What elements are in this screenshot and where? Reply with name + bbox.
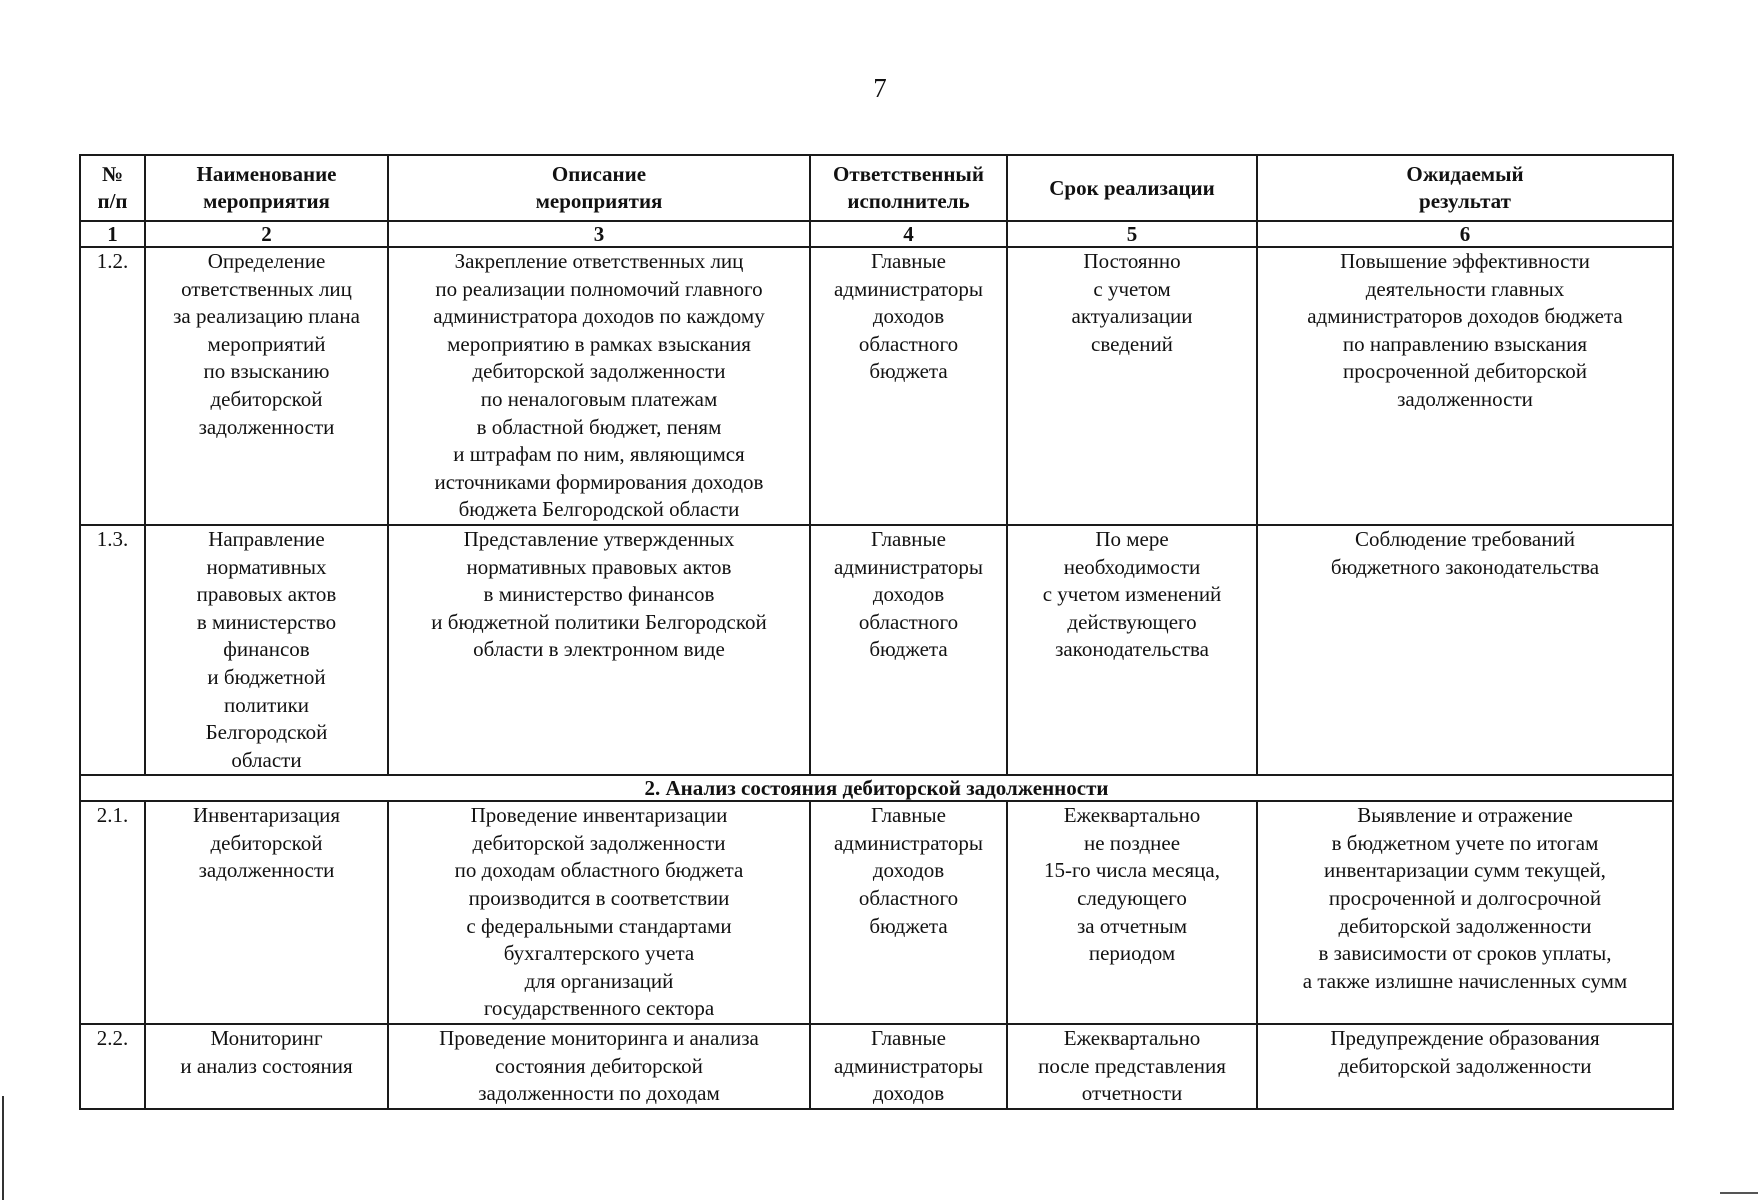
row-name: Определение ответственных лиц за реализацию плана мероприятий по взысканию дебиторской задолженности (145, 247, 388, 525)
row-executor: Главные администраторы доходов областного бюджета (810, 247, 1007, 525)
row-result: Соблюдение требований бюджетного законодательства (1257, 525, 1673, 775)
row-executor: Главные администраторы доходов областного бюджета (810, 525, 1007, 775)
section-title: 2. Анализ состояния дебиторской задолженности (80, 775, 1673, 801)
header-executor: Ответственный исполнитель (810, 155, 1007, 221)
page-number: 7 (873, 73, 887, 103)
column-number: 2 (145, 221, 388, 247)
table-row (80, 801, 1673, 1024)
header-name: Наименование мероприятия (145, 155, 388, 221)
column-number: 4 (810, 221, 1007, 247)
row-deadline: Ежеквартально после представления отчетности (1007, 1024, 1257, 1109)
header-result: Ожидаемый результат (1257, 155, 1673, 221)
header-description: Описание мероприятия (388, 155, 810, 221)
table-row (80, 1024, 1673, 1109)
header-number: № п/п (80, 155, 145, 221)
action-plan-table (79, 154, 1674, 1110)
row-executor: Главные администраторы доходов (810, 1024, 1007, 1109)
table-row (80, 525, 1673, 775)
scan-corner-mark (1720, 1192, 1758, 1194)
header-deadline: Срок реализации (1007, 155, 1257, 221)
table-row (80, 247, 1673, 525)
row-deadline: По мере необходимости с учетом изменений действующего законодательства (1007, 525, 1257, 775)
column-number: 3 (388, 221, 810, 247)
row-executor: Главные администраторы доходов областного бюджета (810, 801, 1007, 1024)
row-number: 2.2. (80, 1024, 145, 1109)
row-result: Повышение эффективности деятельности главных администраторов доходов бюджета по направлению взыскания просроченной дебиторской задолженности (1257, 247, 1673, 525)
row-deadline: Постоянно с учетом актуализации сведений (1007, 247, 1257, 525)
column-number: 5 (1007, 221, 1257, 247)
row-name: Мониторинг и анализ состояния (145, 1024, 388, 1109)
column-number: 6 (1257, 221, 1673, 247)
row-description: Представление утвержденных нормативных правовых актов в министерство финансов и бюджетной политики Белгородской области в электронном виде (388, 525, 810, 775)
table-header-row (80, 155, 1673, 221)
row-result: Предупреждение образования дебиторской задолженности (1257, 1024, 1673, 1109)
row-name: Инвентаризация дебиторской задолженности (145, 801, 388, 1024)
row-description: Проведение мониторинга и анализа состояния дебиторской задолженности по доходам (388, 1024, 810, 1109)
row-description: Закрепление ответственных лиц по реализации полномочий главного администратора доходов по каждому мероприятию в рамках взыскания дебиторской задолженности по неналоговым платежам в областной бюджет, пеням и штрафам по ним, являющимся источниками формирования доходов бюджета Белгородской области (388, 247, 810, 525)
row-number: 1.2. (80, 247, 145, 525)
column-numbers-row (80, 221, 1673, 247)
row-number: 1.3. (80, 525, 145, 775)
row-name: Направление нормативных правовых актов в министерство финансов и бюджетной политики Белгородской области (145, 525, 388, 775)
row-number: 2.1. (80, 801, 145, 1024)
section-heading-row (80, 775, 1673, 801)
scan-edge-mark (2, 1096, 4, 1200)
row-result: Выявление и отражение в бюджетном учете по итогам инвентаризации сумм текущей, просроченной и долгосрочной дебиторской задолженности в зависимости от сроков уплаты, а также излишне начисленных сумм (1257, 801, 1673, 1024)
row-description: Проведение инвентаризации дебиторской задолженности по доходам областного бюджета производится в соответствии с федеральными стандартами бухгалтерского учета для организаций государственного сектора (388, 801, 810, 1024)
row-deadline: Ежеквартально не позднее 15-го числа месяца, следующего за отчетным периодом (1007, 801, 1257, 1024)
column-number: 1 (80, 221, 145, 247)
